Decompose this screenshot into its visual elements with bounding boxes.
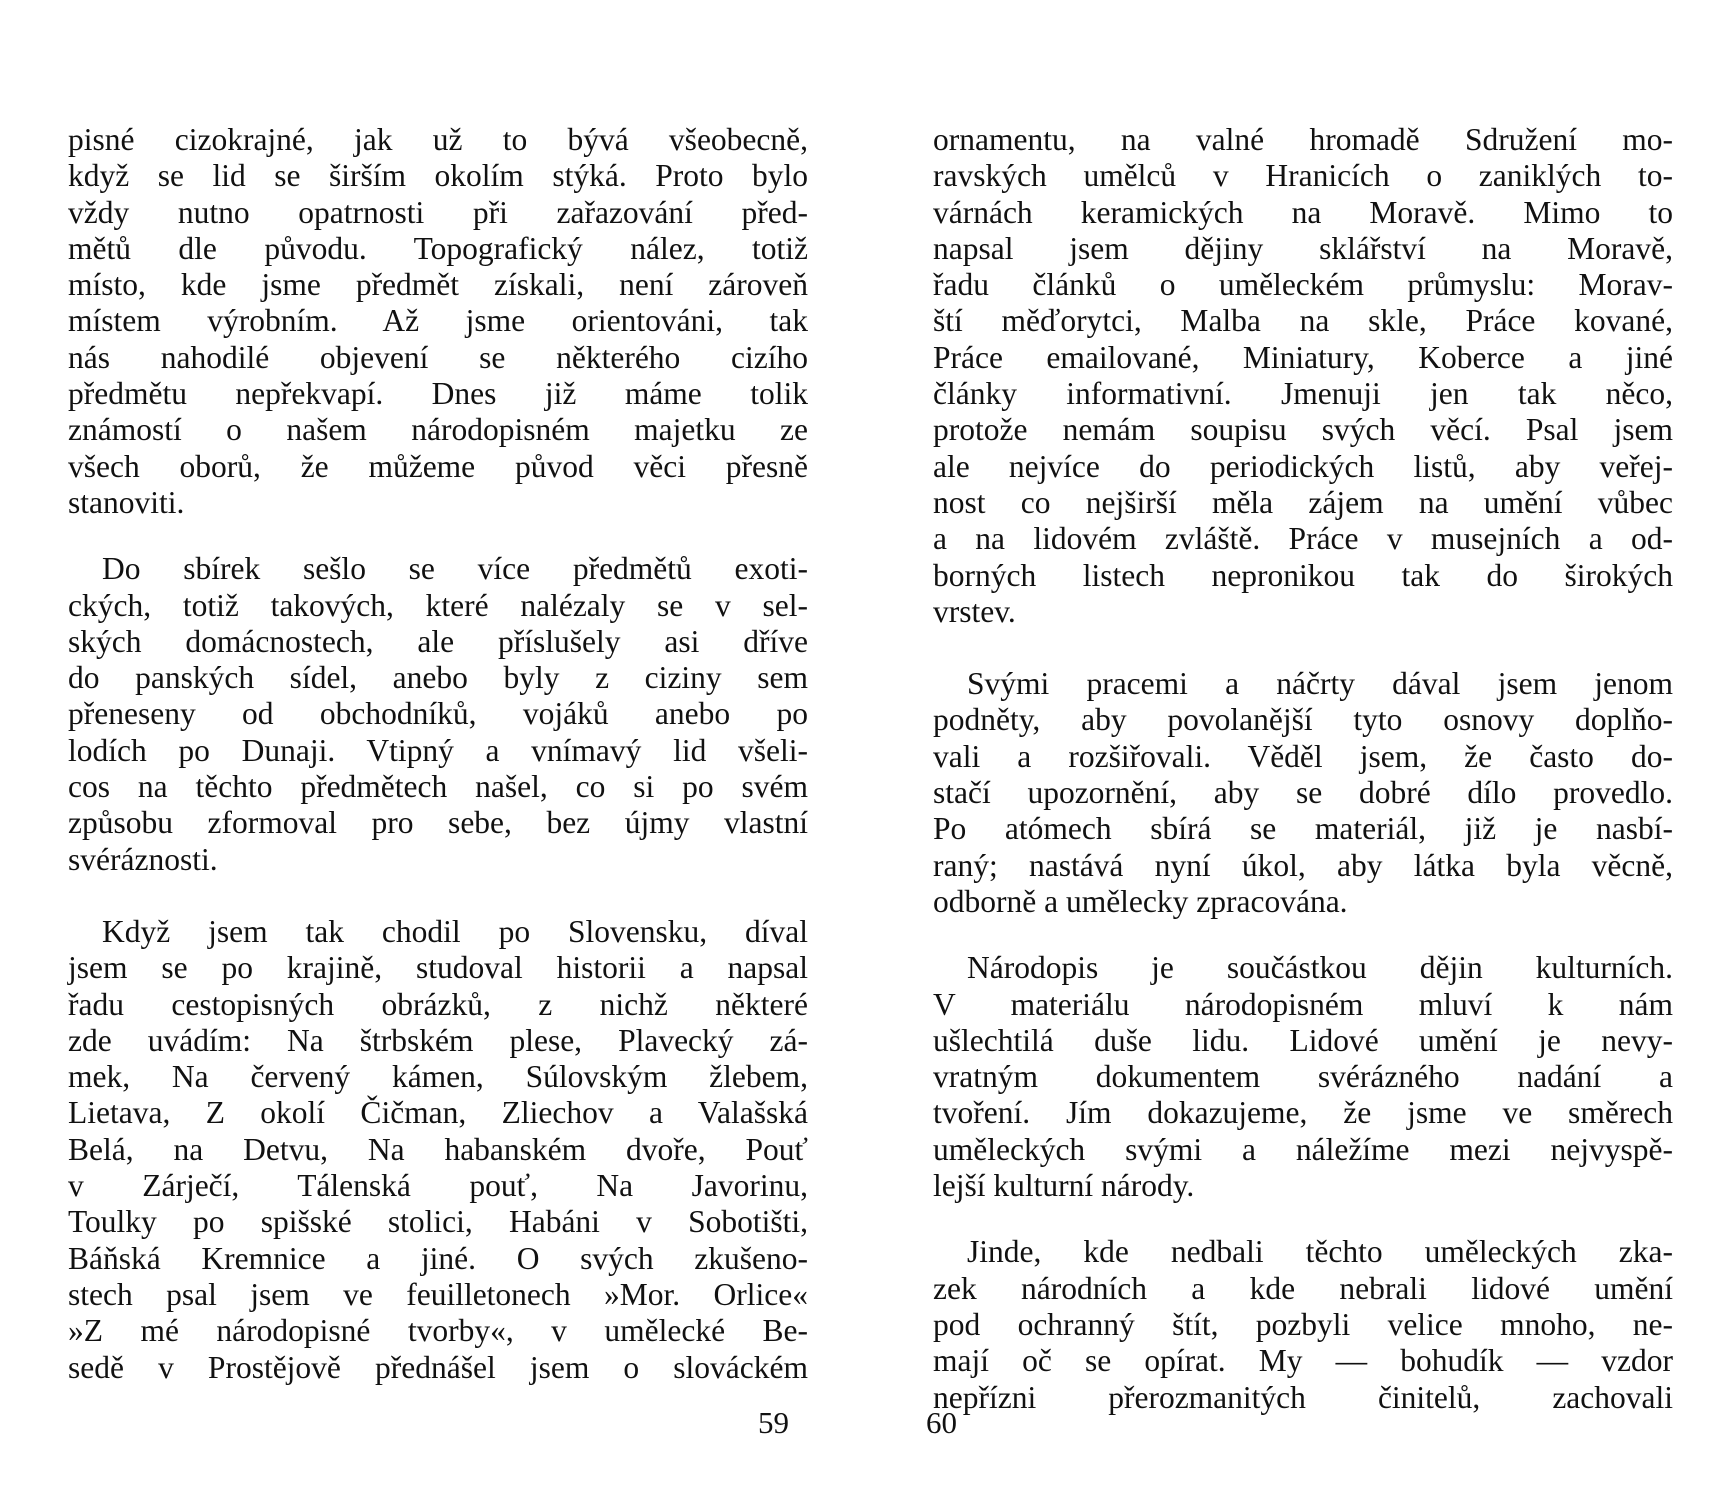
text-line: vratným dokumentem svérázného nadání a <box>933 1059 1673 1095</box>
text-line: vrstev. <box>933 593 1016 629</box>
text-line: řadu cestopisných obrázků, z nichž některé <box>68 986 808 1022</box>
text-line: uměleckých svými a náležíme mezi nejvyspě- <box>933 1131 1673 1167</box>
text-line: Svými pracemi a náčrty dával jsem jenom <box>967 666 1673 702</box>
text-line: lodích po Dunaji. Vtipný a vnímavý lid všeli- <box>68 732 808 768</box>
text-line: předmětu nepřekvapí. Dnes již máme tolik <box>68 376 808 412</box>
text-line: várnách keramických na Moravě. Mimo to <box>933 194 1673 230</box>
page-number-left: 59 <box>758 1405 789 1440</box>
left-paragraph-3 <box>68 914 808 1386</box>
text-line: zde uvádím: Na štrbském plese, Plavecký zá- <box>68 1022 808 1058</box>
page-number-right: 60 <box>926 1405 957 1440</box>
text-line: nepřízni přerozmanitých činitelů, zachovali <box>933 1379 1673 1415</box>
text-line: stanoviti. <box>68 484 185 520</box>
text-line: vždy nutno opatrnosti při zařazování před- <box>68 194 808 230</box>
text-line: ských domácnostech, ale příslušely asi dříve <box>68 623 808 659</box>
text-line: pod ochranný štít, pozbyli velice mnoho, ne- <box>933 1306 1673 1342</box>
text-line: stačí upozornění, aby se dobré dílo provedlo. <box>933 775 1673 811</box>
left-page <box>68 122 808 1386</box>
text-line: ští měďorytci, Malba na skle, Práce kované, <box>933 303 1673 339</box>
text-line: do panských sídel, anebo byly z ciziny sem <box>68 660 808 696</box>
text-line: podněty, aby povolanější tyto osnovy doplňo- <box>933 702 1673 738</box>
text-line: Toulky po spišské stolici, Habáni v Sobotišti, <box>68 1204 808 1240</box>
text-line: Belá, na Detvu, Na habanském dvoře, Pouť <box>68 1131 808 1167</box>
text-line: nás nahodilé objevení se některého cizího <box>68 339 808 375</box>
text-line: protože nemám soupisu svých věcí. Psal jsem <box>933 412 1673 448</box>
text-line: Když jsem tak chodil po Slovensku, díval <box>102 913 808 949</box>
text-line: lejší kulturní národy. <box>933 1168 1195 1204</box>
text-line: články informativní. Jmenuji jen tak něco, <box>933 376 1673 412</box>
text-line: mek, Na červený kámen, Súlovským žlebem, <box>68 1059 808 1095</box>
text-line: borných listech nepronikou tak do širokých <box>933 557 1673 593</box>
text-line: ušlechtilá duše lidu. Lidové umění je nevy- <box>933 1022 1673 1058</box>
text-line: mětů dle původu. Topografický nález, totiž <box>68 230 808 266</box>
text-line: pisné cizokrajné, jak už to bývá všeobecně, <box>68 122 808 157</box>
text-line: nost co nejširší měla zájem na umění vůbec <box>933 484 1673 520</box>
text-line: řadu článků o uměleckém průmyslu: Morav- <box>933 267 1673 303</box>
text-line: Práce emailované, Miniatury, Koberce a jiné <box>933 339 1673 375</box>
text-line: stech psal jsem ve feuilletonech »Mor. Orlice« <box>68 1276 808 1312</box>
text-line: Jinde, kde nedbali těchto uměleckých zka- <box>967 1234 1673 1270</box>
text-line: Do sbírek sešlo se více předmětů exoti- <box>102 551 808 587</box>
text-line: místo, kde jsme předmět získali, není zároveň <box>68 267 808 303</box>
text-line: ckých, totiž takových, které nalézaly se v sel- <box>68 587 808 623</box>
text-line: sedě v Prostějově přednášel jsem o slováckém <box>68 1349 808 1385</box>
text-line: Lietava, Z okolí Čičman, Zliechov a Valašská <box>68 1095 808 1131</box>
text-line: jsem se po krajině, studoval historii a napsal <box>68 950 808 986</box>
text-line: tvoření. Jím dokazujeme, že jsme ve směrech <box>933 1095 1673 1131</box>
text-line: v Zárječí, Tálenská pouť, Na Javorinu, <box>68 1168 808 1204</box>
left-paragraph-2 <box>68 551 808 878</box>
text-line: svéráznosti. <box>68 841 218 877</box>
text-line: odborně a umělecky zpracována. <box>933 883 1348 919</box>
text-line: ale nejvíce do periodických listů, aby veřej- <box>933 448 1673 484</box>
text-line: mají oč se opírat. My — bohudík — vzdor <box>933 1343 1673 1379</box>
right-paragraph-1 <box>933 122 1673 630</box>
text-line: Po atómech sbírá se materiál, již je nasbí- <box>933 811 1673 847</box>
text-line: ravských umělců v Hranicích o zaniklých to- <box>933 158 1673 194</box>
text-line: známostí o našem národopisném majetku ze <box>68 412 808 448</box>
text-line: »Z mé národopisné tvorby«, v umělecké Be- <box>68 1313 808 1349</box>
text-line: napsal jsem dějiny sklářství na Moravě, <box>933 230 1673 266</box>
text-line: zek národních a kde nebrali lidové umění <box>933 1270 1673 1306</box>
right-paragraph-4 <box>933 1234 1673 1415</box>
text-line: způsobu zformoval pro sebe, bez újmy vlastní <box>68 805 808 841</box>
text-line: když se lid se širším okolím stýká. Proto bylo <box>68 158 808 194</box>
text-line: cos na těchto předmětech našel, co si po svém <box>68 769 808 805</box>
text-line: a na lidovém zvláště. Práce v musejních a od- <box>933 521 1673 557</box>
text-line: V materiálu národopisném mluví k nám <box>933 986 1673 1022</box>
right-paragraph-2 <box>933 666 1673 920</box>
text-line: místem výrobním. Až jsme orientováni, tak <box>68 303 808 339</box>
text-line: přeneseny od obchodníků, vojáků anebo po <box>68 696 808 732</box>
text-line: raný; nastává nyní úkol, aby látka byla věcně, <box>933 847 1673 883</box>
text-line: vali a rozšiřovali. Věděl jsem, že často do- <box>933 738 1673 774</box>
left-paragraph-1 <box>68 122 808 521</box>
text-line: Báňská Kremnice a jiné. O svých zkušeno- <box>68 1240 808 1276</box>
text-line: všech oborů, že můžeme původ věci přesně <box>68 448 808 484</box>
text-line: ornamentu, na valné hromadě Sdružení mo- <box>933 122 1673 157</box>
right-page <box>933 122 1673 1416</box>
text-line: Národopis je součástkou dějin kulturních. <box>967 950 1673 986</box>
right-paragraph-3 <box>933 950 1673 1204</box>
